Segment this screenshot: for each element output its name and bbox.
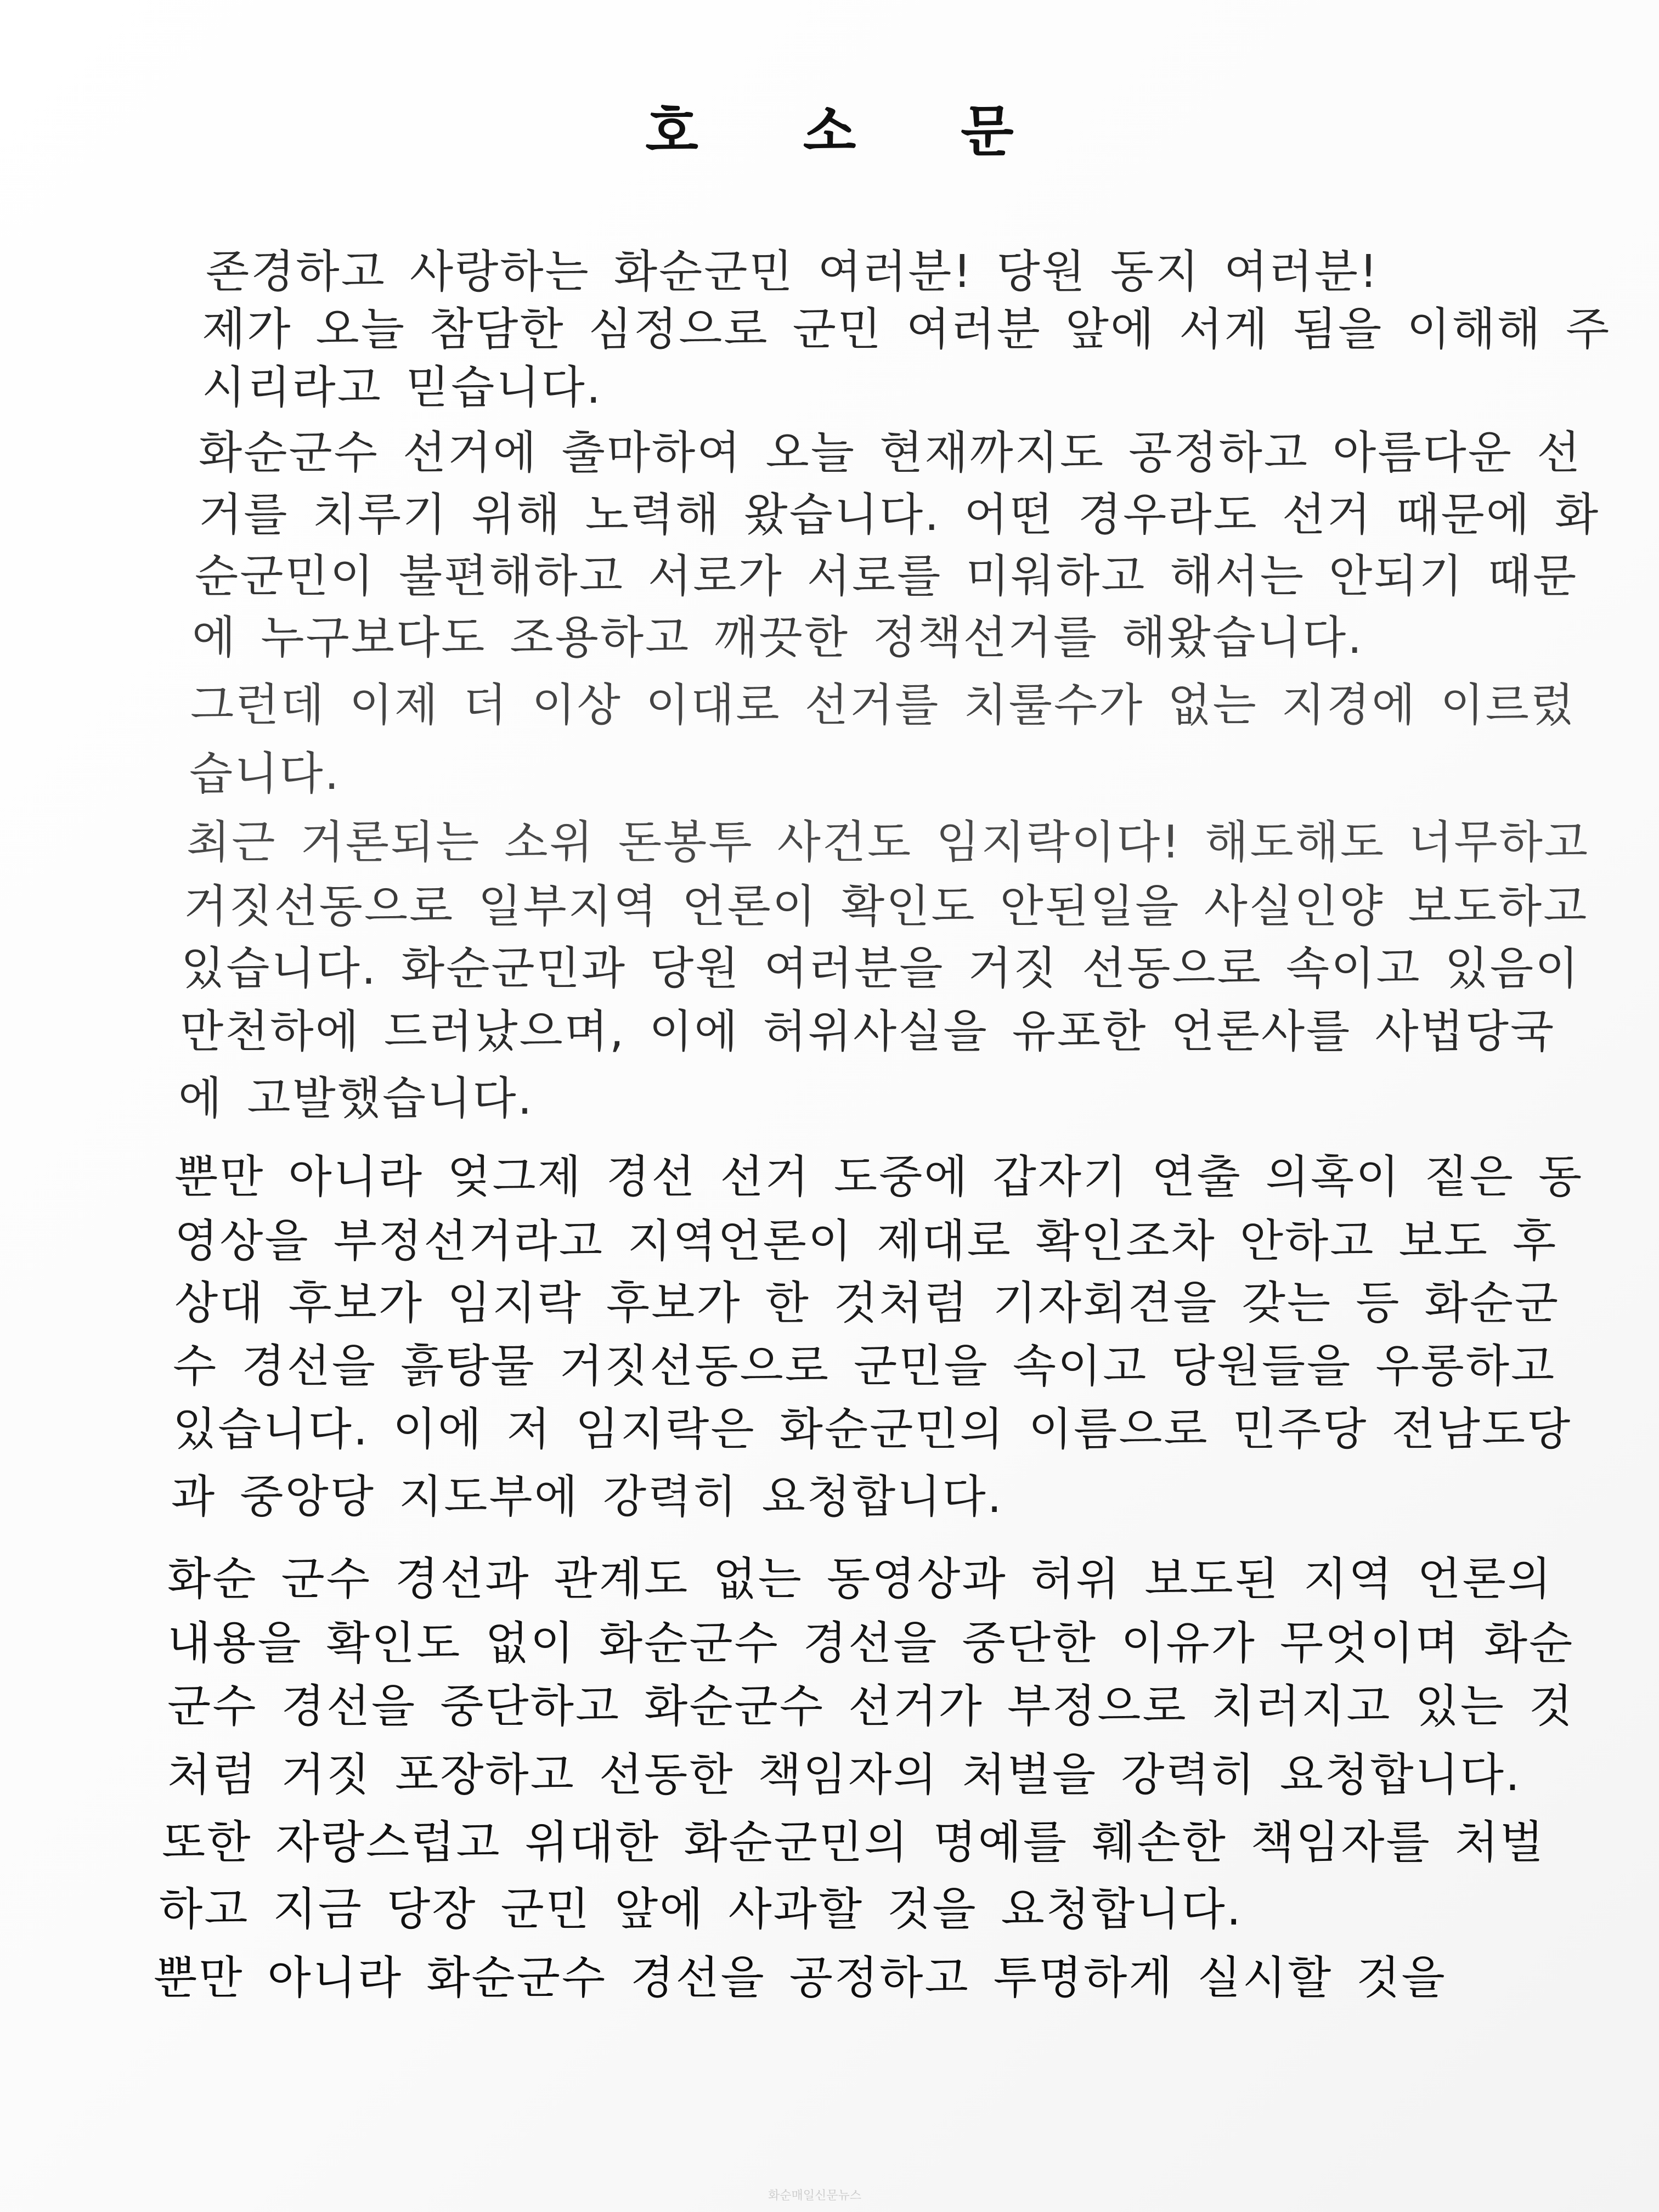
text-line: 상대 후보가 임지락 후보가 한 것처럼 기자회견을 갖는 등 화순군 xyxy=(174,1277,1560,1329)
text-line: 거짓선동으로 일부지역 언론이 확인도 안된일을 사실인양 보도하고 xyxy=(184,881,1589,933)
text-line: 화순 군수 경선과 관계도 없는 동영상과 허위 보도된 지역 언론의 xyxy=(167,1553,1553,1605)
document-title: 호 소 문 xyxy=(645,99,1057,163)
text-line: 거를 치루기 위해 노력해 왔습니다. 어떤 경우라도 선거 때문에 화 xyxy=(199,489,1600,541)
text-line: 처럼 거짓 포장하고 선동한 책임자의 처벌을 강력히 요청합니다. xyxy=(167,1749,1522,1801)
text-line: 시리라고 믿습니다. xyxy=(202,362,602,414)
text-line: 뿐만 아니라 화순군수 경선을 공정하고 투명하게 실시할 것을 xyxy=(154,1952,1447,2004)
text-line: 에 누구보다도 조용하고 깨끗한 정책선거를 해왔습니다. xyxy=(192,612,1364,664)
text-line: 수 경선을 흙탕물 거짓선동으로 군민을 속이고 당원들을 우롱하고 xyxy=(173,1340,1556,1392)
text-line: 하고 지금 당장 군민 앞에 사과할 것을 요청합니다. xyxy=(159,1883,1243,1936)
text-line: 그런데 이제 더 이상 이대로 선거를 치룰수가 없는 지경에 이르렀 xyxy=(190,679,1576,731)
text-line: 제가 오늘 참담한 심정으로 군민 여러분 앞에 서게 됨을 이해해 주 xyxy=(202,303,1611,356)
text-line: 있습니다. 화순군민과 당원 여러분을 거짓 선동으로 속이고 있음이 xyxy=(181,943,1581,995)
watermark: 화순매일신문뉴스 xyxy=(768,2189,862,2203)
text-line: 뿐만 아니라 엊그제 경선 선거 도중에 갑자기 연출 의혹이 짙은 동 xyxy=(174,1151,1584,1203)
text-line: 에 고발했습니다. xyxy=(178,1073,534,1125)
text-line: 습니다. xyxy=(189,748,341,800)
text-line: 화순군수 선거에 출마하여 오늘 현재까지도 공정하고 아름다운 선 xyxy=(199,427,1582,479)
text-line: 과 중앙당 지도부에 강력히 요청합니다. xyxy=(171,1471,1003,1523)
text-line: 군수 경선을 중단하고 화순군수 선거가 부정으로 치러지고 있는 것 xyxy=(167,1680,1575,1733)
text-line: 만천하에 드러났으며, 이에 허위사실을 유포한 언론사를 사법당국 xyxy=(180,1006,1556,1058)
text-line: 순군민이 불편해하고 서로가 서로를 미워하고 해서는 안되기 때문 xyxy=(195,550,1578,602)
text-line: 존경하고 사랑하는 화순군민 여러분! 당원 동지 여러분! xyxy=(206,246,1379,298)
text-line: 있습니다. 이에 저 임지락은 화순군민의 이름으로 민주당 전남도당 xyxy=(173,1403,1572,1455)
text-line: 내용을 확인도 없이 화순군수 경선을 중단한 이유가 무엇이며 화순 xyxy=(167,1617,1575,1669)
text-line: 최근 거론되는 소위 돈봉투 사건도 임지락이다! 해도해도 너무하고 xyxy=(187,816,1590,868)
text-line: 영상을 부정선거라고 지역언론이 제대로 확인조차 안하고 보도 후 xyxy=(174,1215,1558,1267)
text-line: 또한 자랑스럽고 위대한 화순군민의 명예를 훼손한 책임자를 처벌 xyxy=(162,1816,1545,1869)
